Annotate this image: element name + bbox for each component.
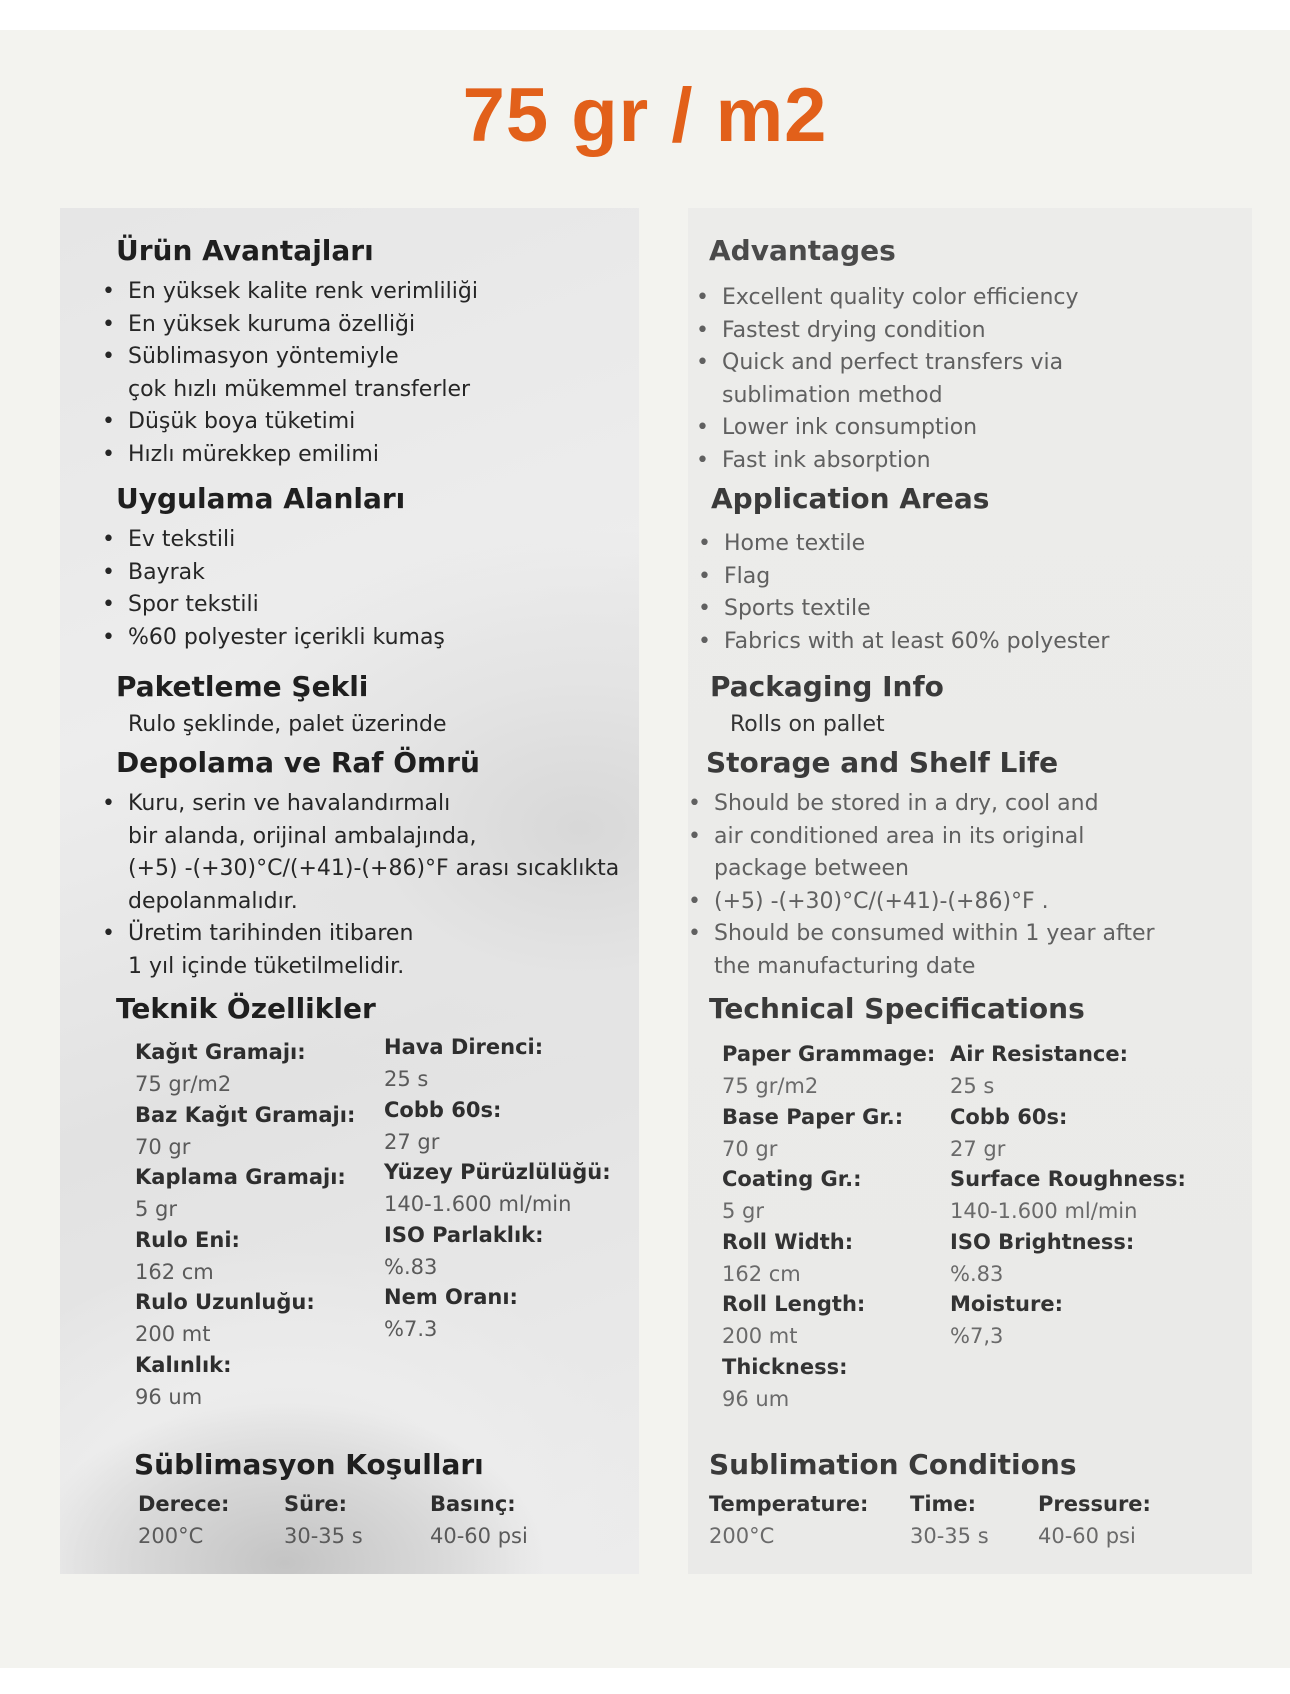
list-item: • air conditioned area in its original: [688, 821, 1155, 854]
spec-value: 70 gr: [135, 1134, 191, 1159]
list-item: • Fastest drying condition: [692, 315, 1079, 348]
turkish-panel: [60, 208, 639, 1574]
spec-value: 25 s: [384, 1067, 429, 1091]
spec-label: Kağıt Gramajı:: [135, 1040, 306, 1064]
list-item: • Ev tekstili: [98, 524, 445, 557]
spec-label: Kaplama Gramajı:: [135, 1165, 346, 1189]
list-item: • Home textile: [694, 528, 1109, 561]
application-list-tr: [98, 524, 445, 654]
list-item: • Should be stored in a dry, cool and: [688, 788, 1155, 821]
sublimation-value: 40-60 psi: [430, 1524, 528, 1548]
sublimation-label: Temperature:: [709, 1492, 869, 1516]
advantages-list-en: [692, 282, 1079, 477]
spec-label: Surface Roughness:: [950, 1167, 1186, 1191]
advantages-heading-en: Advantages: [709, 234, 896, 267]
list-item: • Kuru, serin ve havalandırmalı: [98, 788, 619, 821]
sublimation-value: 30-35 s: [910, 1524, 989, 1548]
list-item: • Fabrics with at least 60% polyester: [694, 626, 1109, 659]
sublimation-value: 30-35 s: [284, 1524, 363, 1548]
top-margin: [0, 0, 1290, 30]
list-item: • (+5) -(+30)°C/(+41)-(+86)°F .: [688, 886, 1155, 919]
spec-label: Yüzey Pürüzlülüğü:: [384, 1160, 611, 1184]
spec-value: 162 cm: [135, 1259, 214, 1284]
sublimation-heading-tr: Süblimasyon Koşulları: [134, 1448, 484, 1481]
spec-label: Cobb 60s:: [384, 1097, 502, 1122]
sublimation-value: 40-60 psi: [1038, 1524, 1136, 1548]
page-title: 75 gr / m2: [462, 73, 828, 158]
spec-value: 75 gr/m2: [722, 1074, 819, 1098]
spec-label: Hava Direnci:: [384, 1035, 544, 1059]
list-item: • Süblimasyon yöntemiyle: [98, 341, 478, 374]
spec-value: 96 um: [135, 1384, 203, 1409]
sublimation-label: Time:: [910, 1492, 977, 1516]
list-item: • Sports textile: [694, 593, 1109, 626]
sublimation-label: Pressure:: [1038, 1492, 1151, 1516]
list-item: bir alanda, orijinal ambalajında,: [128, 823, 477, 849]
application-heading-tr: Uygulama Alanları: [116, 482, 406, 515]
spec-value: 5 gr: [135, 1197, 177, 1221]
packaging-text-tr: Rulo şeklinde, palet üzerinde: [128, 712, 447, 737]
packaging-text-en: Rolls on pallet: [730, 712, 885, 737]
list-item: • Düşük boya tüketimi: [98, 406, 478, 439]
spec-value: 200 mt: [135, 1322, 211, 1346]
spec-value: %.83: [950, 1261, 1004, 1286]
list-item: (+5) -(+30)°C/(+41)-(+86)°F arası sıcaklıkta: [128, 856, 620, 881]
spec-value: %.83: [384, 1254, 438, 1279]
spec-label: Roll Width:: [722, 1229, 854, 1254]
list-item: • %60 polyester içerikli kumaş: [98, 622, 445, 655]
sublimation-label: Süre:: [284, 1492, 348, 1516]
tech-heading-en: Technical Specifications: [709, 992, 1085, 1025]
application-heading-en: Application Areas: [711, 482, 990, 515]
sublimation-heading-en: Sublimation Conditions: [709, 1448, 1077, 1481]
spec-label: Baz Kağıt Gramajı:: [135, 1102, 356, 1127]
spec-label: Nem Oranı:: [384, 1285, 518, 1309]
spec-value: 5 gr: [722, 1199, 764, 1223]
packaging-heading-tr: Paketleme Şekli: [116, 670, 369, 703]
bottom-margin: [0, 1668, 1290, 1694]
advantages-heading-tr: Ürün Avantajları: [116, 234, 374, 267]
packaging-heading-en: Packaging Info: [710, 670, 944, 703]
list-item: sublimation method: [722, 382, 943, 408]
list-item: package between: [714, 856, 910, 881]
spec-label: ISO Parlaklık:: [384, 1222, 544, 1247]
spec-label: Kalınlık:: [135, 1352, 232, 1377]
spec-value: 75 gr/m2: [135, 1072, 232, 1096]
spec-value: 27 gr: [384, 1129, 440, 1154]
list-item: • Üretim tarihinden itibaren: [98, 918, 619, 951]
application-list-en: [694, 528, 1109, 658]
list-item: • Hızlı mürekkep emilimi: [98, 439, 478, 472]
storage-heading-en: Storage and Shelf Life: [706, 746, 1059, 779]
spec-label: Cobb 60s:: [950, 1104, 1068, 1129]
spec-value: 27 gr: [950, 1136, 1006, 1161]
spec-label: Roll Length:: [722, 1292, 866, 1316]
spec-value: 200 mt: [722, 1324, 798, 1348]
spec-label: Moisture:: [950, 1292, 1064, 1316]
spec-label: ISO Brightness:: [950, 1229, 1135, 1254]
storage-heading-tr: Depolama ve Raf Ömrü: [116, 746, 480, 779]
spec-value: 25 s: [950, 1074, 995, 1098]
english-panel: [688, 208, 1252, 1574]
list-item: the manufacturing date: [714, 953, 976, 979]
list-item: • Should be consumed within 1 year after: [688, 918, 1155, 951]
list-item: • En yüksek kuruma özelliği: [98, 309, 478, 342]
sublimation-label: Basınç:: [430, 1492, 516, 1516]
storage-list-en: [688, 788, 1155, 983]
spec-label: Air Resistance:: [950, 1042, 1128, 1066]
storage-list-tr: [98, 788, 619, 983]
list-item: • En yüksek kalite renk verimliliği: [98, 276, 478, 309]
sublimation-label: Derece:: [138, 1492, 230, 1516]
spec-value: 140-1.600 ml/min: [384, 1192, 572, 1216]
spec-value: %7,3: [950, 1324, 1004, 1348]
list-item: depolanmalıdır.: [128, 888, 298, 914]
list-item: 1 yıl içinde tüketilmelidir.: [128, 953, 405, 979]
spec-value: 96 um: [722, 1386, 790, 1411]
spec-label: Rulo Eni:: [135, 1227, 240, 1252]
list-item: • Excellent quality color efficiency: [692, 282, 1079, 315]
spec-label: Paper Grammage:: [722, 1042, 936, 1066]
spec-label: Rulo Uzunluğu:: [135, 1290, 315, 1314]
spec-value: 70 gr: [722, 1136, 778, 1161]
list-item: • Flag: [694, 561, 1109, 594]
list-item: • Lower ink consumption: [692, 412, 1079, 445]
list-item: • Fast ink absorption: [692, 445, 1079, 478]
spec-label: Base Paper Gr.:: [722, 1104, 904, 1129]
sublimation-value: 200°C: [709, 1524, 775, 1548]
spec-value: 162 cm: [722, 1261, 801, 1286]
list-item: • Bayrak: [98, 557, 445, 590]
tech-heading-tr: Teknik Özellikler: [116, 992, 376, 1025]
list-item: çok hızlı mükemmel transferler: [128, 376, 471, 402]
spec-value: 140-1.600 ml/min: [950, 1199, 1138, 1223]
list-item: • Quick and perfect transfers via: [692, 347, 1079, 380]
spec-label: Coating Gr.:: [722, 1167, 862, 1191]
advantages-list-tr: [98, 276, 478, 471]
spec-value: %7.3: [384, 1317, 438, 1341]
list-item: • Spor tekstili: [98, 589, 445, 622]
sublimation-value: 200°C: [138, 1524, 204, 1548]
spec-label: Thickness:: [722, 1354, 848, 1379]
